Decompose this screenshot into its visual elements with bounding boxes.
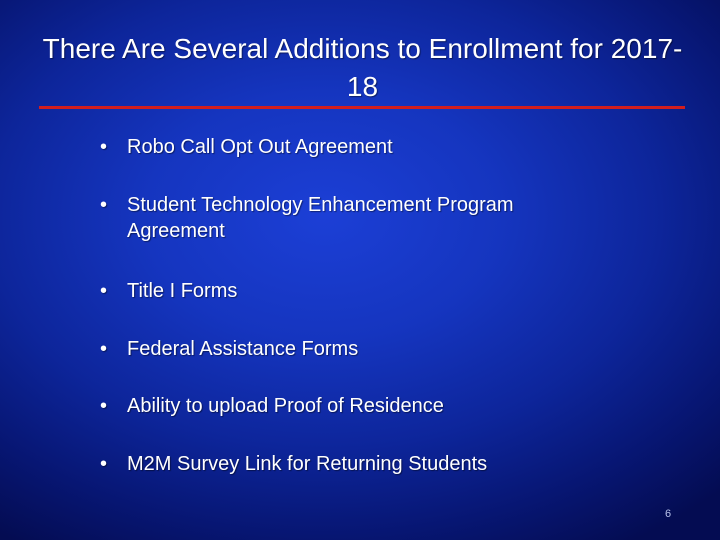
- bullet-icon: •: [100, 338, 108, 360]
- list-item: [100, 393, 660, 419]
- bullet-text: Robo Call Opt Out Agreement: [127, 136, 393, 158]
- bullet-icon: •: [100, 453, 108, 475]
- bullet-icon: •: [100, 395, 108, 417]
- list-item: [100, 192, 660, 244]
- list-item: [100, 451, 660, 477]
- title-underline: [39, 106, 685, 109]
- bullet-text: Ability to upload Proof of Residence: [127, 395, 444, 417]
- page-number: 6: [665, 508, 672, 520]
- bullet-text: Federal Assistance Forms: [127, 338, 359, 360]
- list-item: [100, 134, 660, 160]
- bullet-text: Title I Forms: [127, 280, 238, 302]
- list-item: [100, 336, 660, 362]
- bullet-text: Student Technology Enhancement Program Agreement: [127, 194, 514, 242]
- list-item: [100, 278, 660, 304]
- bullet-icon: •: [100, 136, 108, 158]
- bullet-icon: •: [100, 194, 108, 216]
- bullet-text: M2M Survey Link for Returning Students: [127, 453, 488, 475]
- slide-title: There Are Several Additions to Enrollment for 2017-18: [42, 33, 683, 102]
- bullet-icon: •: [100, 280, 108, 302]
